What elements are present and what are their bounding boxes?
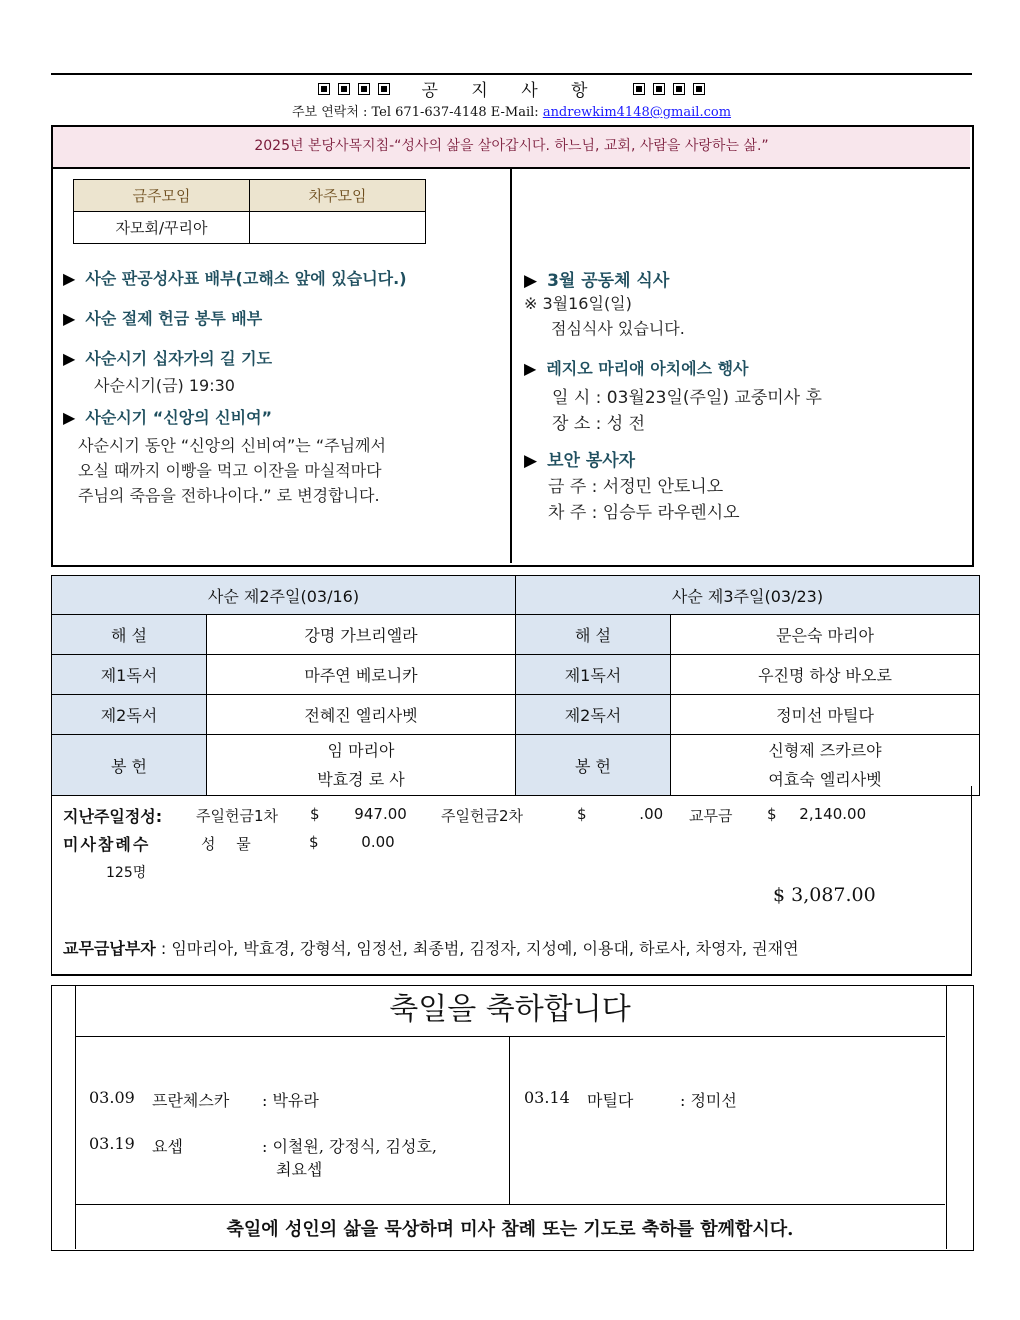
square-icon (318, 83, 330, 95)
notice-envelope: ▶ 사순 절제 헌금 봉투 배부 (63, 309, 263, 328)
contact-line (51, 101, 972, 120)
feast-names: 최요셉 (276, 1160, 323, 1179)
feast-date: 03.19 (89, 1134, 135, 1153)
attendance-count: 125명 (106, 865, 147, 881)
meetings-header-this-week: 금주모임 (74, 180, 250, 212)
roster-cell: 정미선 마틸다 (671, 695, 980, 735)
offering-dues-amount: $ 2,140.00 (767, 805, 867, 823)
acies-place: 장 소 : 성 전 (552, 414, 646, 434)
roster-header-right: 사순 제3주일(03/23) (516, 576, 980, 615)
notice-stations: ▶ 사순시기 십자가의 길 기도 (63, 349, 273, 368)
page-title (51, 76, 972, 101)
acies-time: 일 시 : 03월23일(주일) 교중미사 후 (552, 388, 822, 408)
triangle-bullet-icon: ▶ (63, 349, 76, 368)
donor-list: 교무금납부자 : 임마리아, 박효경, 강형석, 임정선, 최종범, 김정자, 지성예, 이용대, 하로사, 차영자, 권재연 (63, 939, 799, 958)
column-divider (510, 168, 512, 563)
notice-mystery-line3: 주님의 죽음을 전하나이다.” 로 변경합니다. (78, 486, 380, 505)
feast-title: 축일을 축하합니다 (75, 986, 945, 1037)
triangle-bullet-icon: ▶ (524, 271, 538, 291)
attendance-label: 미사참례수 (63, 835, 151, 854)
notice-mystery-line1: 사순시기 동안 “신앙의 신비여”는 “주님께서 (78, 436, 386, 455)
top-rule (51, 73, 972, 75)
roster-cell: 마주연 베로니카 (207, 655, 516, 695)
feast-saint: 마틸다 (587, 1091, 634, 1110)
meetings-header-next-week: 차주모임 (250, 180, 426, 212)
roster-header-left: 사순 제2주일(03/16) (52, 576, 516, 615)
notice-mystery-line2: 오실 때까지 이빵을 먹고 이잔을 마실적마다 (78, 461, 382, 480)
square-icon (338, 83, 350, 95)
meetings-next-week (250, 212, 426, 244)
roster-label: 제2독서 (516, 695, 671, 735)
security-this-week: 금 주 : 서정민 안토니오 (548, 477, 724, 497)
triangle-bullet-icon: ▶ (63, 269, 76, 288)
square-icon (633, 83, 645, 95)
roster-cell: 문은숙 마리아 (671, 615, 980, 655)
roster-cell: 전혜진 엘리사벳 (207, 695, 516, 735)
feast-saint: 프란체스카 (152, 1091, 230, 1110)
square-icon (378, 83, 390, 95)
pastoral-motto: 2025년 본당사목지침-“성사의 삶을 살아갑시다. 하느님, 교회, 사람을 사랑하는 삶.” (53, 127, 970, 169)
security-next-week: 차 주 : 임승두 라우렌시오 (548, 503, 740, 523)
square-icon (653, 83, 665, 95)
notice-community-meal: ▶ 3월 공동체 식사 (524, 271, 670, 291)
offering-dues-label: 교무금 (689, 807, 733, 825)
roster-label: 봉 헌 (52, 735, 207, 796)
triangle-bullet-icon: ▶ (63, 408, 76, 427)
contact-text: 주보 연락처 : Tel 671-637-4148 E-Mail: (291, 105, 543, 120)
notice-mystery-of-faith: ▶ 사순시기 “신앙의 신비여” (63, 408, 273, 427)
offering-second-label: 주일헌금2차 (441, 807, 523, 825)
roster-cell: 신형제 즈카르야 여효숙 엘리사벳 (671, 735, 980, 796)
offering-second-amount: $ .00 (577, 805, 664, 823)
feast-divider (509, 1037, 510, 1205)
feast-footer-rule (75, 1204, 945, 1205)
title-text: 공 지 사 항 (421, 81, 602, 101)
feast-date: 03.14 (524, 1088, 570, 1107)
roster-label: 해 설 (52, 615, 207, 655)
roster-label: 제2독서 (52, 695, 207, 735)
triangle-bullet-icon: ▶ (524, 451, 538, 471)
feast-date: 03.09 (89, 1088, 135, 1107)
feast-names: : 이철원, 강정식, 김성호, (262, 1137, 438, 1156)
offering-label: 지난주일정성: (63, 807, 163, 826)
square-icon (693, 83, 705, 95)
offering-first-label: 주일헌금1차 (196, 807, 278, 825)
ministry-roster (51, 575, 980, 796)
roster-label: 봉 헌 (516, 735, 671, 796)
offering-bottom-rule (51, 974, 972, 976)
feast-names: : 정미선 (680, 1091, 737, 1110)
roster-cell: 강명 가브리엘라 (207, 615, 516, 655)
roster-cell: 우진명 하상 바오로 (671, 655, 980, 695)
notice-security-volunteers: ▶ 보안 봉사자 (524, 451, 636, 471)
meetings-this-week: 자모회/꾸리아 (74, 212, 250, 244)
triangle-bullet-icon: ▶ (524, 359, 537, 378)
feast-saint: 요셉 (152, 1137, 183, 1156)
roster-label: 제1독서 (52, 655, 207, 695)
roster-cell: 임 마리아 박효경 로 사 (207, 735, 516, 796)
notice-confession-card: ▶ 사순 판공성사표 배부(고해소 앞에 있습니다.) (63, 269, 407, 288)
offering-total: $ 3,087.00 (773, 884, 876, 906)
meetings-table (73, 179, 426, 244)
meal-date: ※ 3월16일(일) (524, 294, 632, 313)
offering-gift-label: 성 물 (201, 835, 251, 853)
feast-footer: 축일에 성인의 삶을 묵상하며 미사 참례 또는 기도로 축하를 함께합시다. (226, 1219, 794, 1240)
feast-names: : 박유라 (262, 1091, 319, 1110)
triangle-bullet-icon: ▶ (63, 309, 76, 328)
roster-label: 제1독서 (516, 655, 671, 695)
offering-gift-amount: $ 0.00 (309, 833, 395, 851)
meal-detail: 점심식사 있습니다. (551, 319, 685, 338)
notice-stations-detail: 사순시기(금) 19:30 (94, 376, 235, 395)
roster-label: 해 설 (516, 615, 671, 655)
email-link[interactable]: andrewkim4148@gmail.com (542, 105, 732, 120)
square-icon (673, 83, 685, 95)
offering-first-amount: $ 947.00 (310, 805, 407, 823)
notice-legio-acies: ▶ 레지오 마리애 아치에스 행사 (524, 359, 749, 378)
square-icon (358, 83, 370, 95)
